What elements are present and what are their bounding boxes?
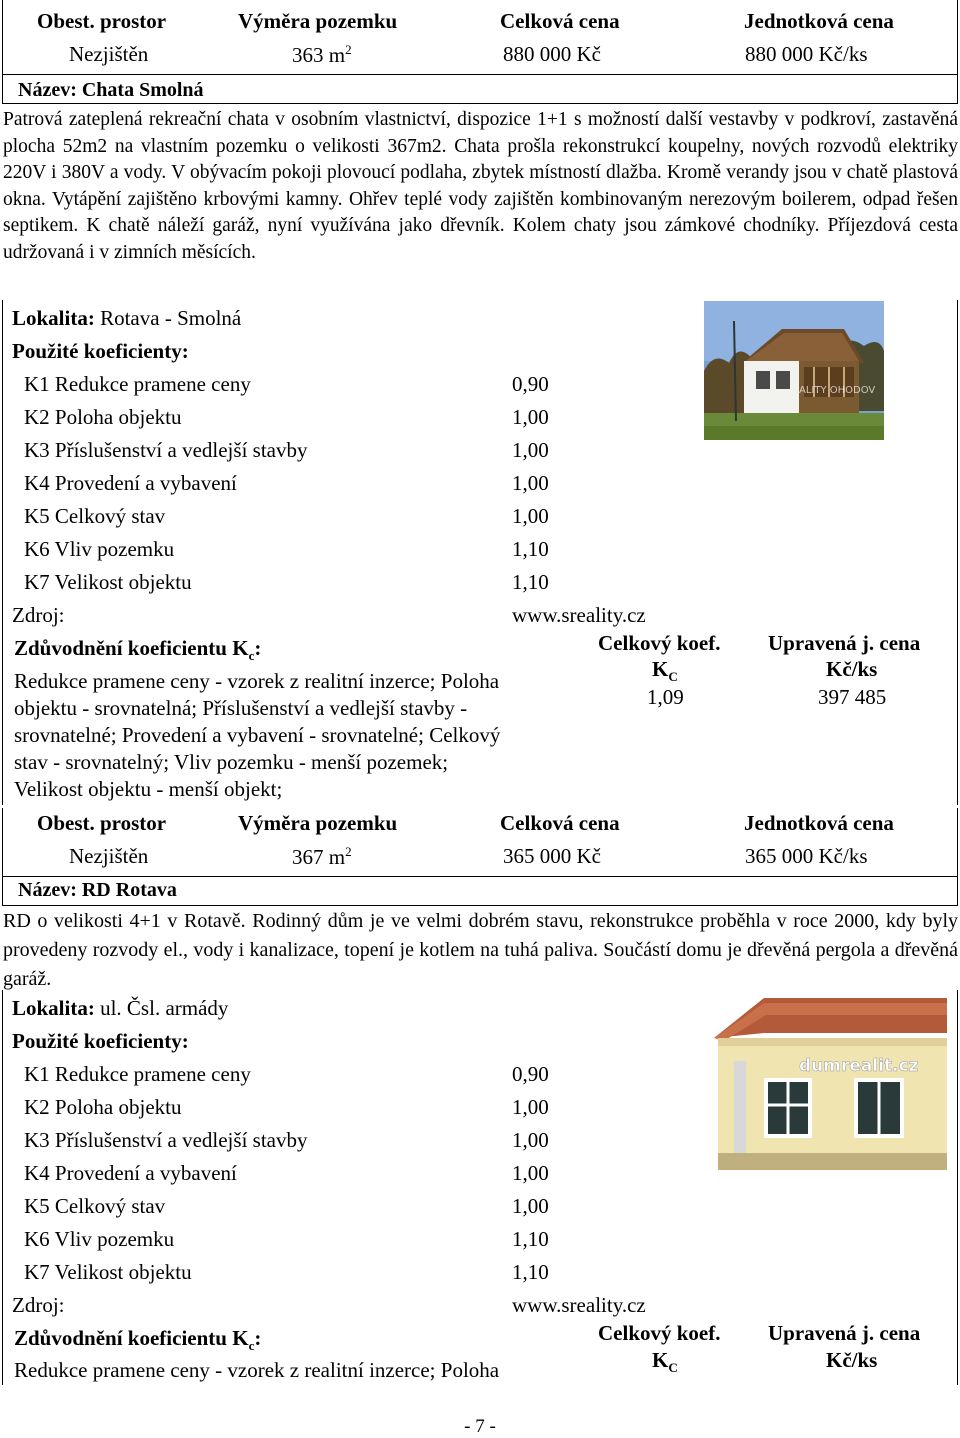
col-header-total-price: Celková cena bbox=[500, 9, 620, 33]
coef-title: Použité koeficienty: bbox=[12, 339, 189, 363]
cell-land-value: 363 m bbox=[292, 43, 346, 67]
col-header-land: Výměra pozemku bbox=[238, 9, 398, 33]
coef-value: 1,10 bbox=[512, 537, 549, 561]
listing-title-2: Název: RD Rotava bbox=[18, 879, 177, 901]
chalet-photo-watermark: ALITY OHODOV bbox=[799, 385, 876, 396]
coef-label: K4 Provedení a vybavení bbox=[24, 471, 237, 495]
coef-label: K2 Poloha objektu bbox=[24, 1095, 182, 1119]
cell-unit-price-2: 365 000 Kč/ks bbox=[745, 844, 868, 868]
justification-line: Redukce pramene ceny - vzorek z realitní inzerce; Poloha bbox=[14, 669, 500, 693]
chalet-photo-drawing bbox=[704, 301, 884, 440]
col-header-land-2: Výměra pozemku bbox=[238, 811, 398, 835]
adj-price-unit-2: Kč/ks bbox=[826, 1348, 878, 1372]
justification-title-text: Zdůvodnění koeficientu K bbox=[14, 636, 249, 660]
coef-value: 0,90 bbox=[512, 1062, 549, 1086]
locality-2 bbox=[12, 996, 228, 1021]
chalet-photo bbox=[704, 301, 884, 440]
source-value: www.sreality.cz bbox=[512, 603, 646, 627]
frame-right-line bbox=[957, 0, 958, 103]
locality-value-2: ul. Čsl. armády bbox=[94, 996, 229, 1020]
title-divider-2 bbox=[2, 905, 958, 906]
cell-land-2 bbox=[292, 844, 352, 870]
frame-left-line-3 bbox=[2, 808, 3, 906]
frame-right-line-3 bbox=[957, 808, 958, 906]
coef-label: K3 Příslušenství a vedlejší stavby bbox=[24, 438, 308, 462]
total-coef-k-text-2: K bbox=[652, 1348, 669, 1372]
justification-line: Velikost objektu - menší objekt; bbox=[14, 777, 283, 801]
total-coef-label-2: Celkový koef. bbox=[598, 1321, 721, 1345]
justification-line-2: Redukce pramene ceny - vzorek z realitní inzerce; Poloha bbox=[14, 1358, 500, 1382]
house-photo-drawing bbox=[704, 993, 947, 1170]
frame-left-line-2 bbox=[2, 300, 3, 805]
coef-value: 1,10 bbox=[512, 570, 549, 594]
listing-description: Patrová zateplená rekreační chata v osobním vlastnictví, dispozice 1+1 s možností další vestavby v podkroví, zastavěná plocha 52m2 na vlastním pozemku o velikosti 367m2. Chata prošla rekonstrukcí koupelny, nových rozvodů elektriky 220V i 380V a vody. V obývacím pokoji plovoucí podlaha, zbytek místností dlažba. Kromě verandy jsou v chatě plastová okna. Vytápění zajištěno krbovými kamny. Ohřev teplé vody zajištěn kombinovaným nerezovým boilerem, odpad řešen septikem. K chatě náleží garáž, nyní využívána jako dřevník. Kolem chaty jsou zámkové chodníky. Příjezdová cesta udržovaná i v zimních měsících. bbox=[3, 109, 958, 263]
coef-value: 0,90 bbox=[512, 372, 549, 396]
coef-value: 1,00 bbox=[512, 1161, 549, 1185]
cell-land-value-2: 367 m bbox=[292, 845, 346, 869]
table-divider bbox=[2, 74, 958, 75]
frame-right-line-2 bbox=[957, 300, 958, 805]
locality-value: Rotava - Smolná bbox=[94, 306, 242, 330]
coef-value: 1,10 bbox=[512, 1227, 549, 1251]
house-photo bbox=[704, 993, 947, 1170]
justification-line: srovnatelné; Provedení a vybavení - srovnatelné; Celkový bbox=[14, 723, 501, 747]
justification-sub: c bbox=[248, 648, 255, 664]
justification-line: objektu - srovnatelná; Příslušenství a vedlejší stavby - bbox=[14, 696, 468, 720]
col-header-space: Obest. prostor bbox=[37, 9, 167, 33]
col-header-unit-price: Jednotková cena bbox=[744, 9, 894, 33]
coef-label: K5 Celkový stav bbox=[24, 1194, 166, 1218]
frame-left-line-4 bbox=[2, 990, 3, 1385]
total-coef-k bbox=[652, 657, 678, 685]
cell-total-price-2: 365 000 Kč bbox=[503, 844, 601, 868]
listing-description-2: RD o velikosti 4+1 v Rotavě. Rodinný dům je ve velmi dobrém stavu, rekonstrukce proběhla v roce 2000, kdy byly provedeny rozvody el., vody i kanalizace, topení je kotlem na tuhá paliva. Součástí domu je dřevěná pergola a dřevěná garáž. bbox=[3, 910, 958, 990]
locality-label: Lokalita: bbox=[12, 306, 95, 330]
cell-total-price: 880 000 Kč bbox=[503, 42, 601, 66]
cell-space-2: Nezjištěn bbox=[69, 844, 149, 868]
coef-label: K2 Poloha objektu bbox=[24, 405, 182, 429]
coef-label: K4 Provedení a vybavení bbox=[24, 1161, 237, 1185]
justification-sub-2: c bbox=[248, 1338, 255, 1354]
coef-label: K6 Vliv pozemku bbox=[24, 537, 175, 561]
cell-land bbox=[292, 42, 352, 68]
total-coef-k-2 bbox=[652, 1348, 678, 1376]
justification-title bbox=[14, 636, 261, 664]
coef-label: K7 Velikost objektu bbox=[24, 570, 192, 594]
justification-colon: : bbox=[254, 636, 262, 660]
adj-price-label: Upravená j. cena bbox=[768, 631, 921, 655]
col-header-total-price-2: Celková cena bbox=[500, 811, 620, 835]
justification-title-2 bbox=[14, 1326, 261, 1354]
locality-label-2: Lokalita: bbox=[12, 996, 95, 1020]
total-coef-k-text: K bbox=[652, 657, 669, 681]
coef-value: 1,10 bbox=[512, 1260, 549, 1284]
cell-land-sup: 2 bbox=[345, 42, 352, 57]
total-coef-label: Celkový koef. bbox=[598, 631, 721, 655]
table-divider-2 bbox=[2, 876, 958, 877]
coef-value: 1,00 bbox=[512, 438, 549, 462]
adj-price-value: 397 485 bbox=[818, 685, 887, 709]
coef-label: K6 Vliv pozemku bbox=[24, 1227, 175, 1251]
col-header-unit-price-2: Jednotková cena bbox=[744, 811, 894, 835]
cell-space: Nezjištěn bbox=[69, 42, 149, 66]
frame-left-line bbox=[2, 0, 3, 103]
cell-unit-price: 880 000 Kč/ks bbox=[745, 42, 868, 66]
frame-right-line-4 bbox=[957, 990, 958, 1385]
total-coef-value: 1,09 bbox=[647, 685, 684, 709]
locality bbox=[12, 306, 241, 331]
coef-label: K3 Příslušenství a vedlejší stavby bbox=[24, 1128, 308, 1152]
coef-label: K1 Redukce pramene ceny bbox=[24, 372, 251, 396]
coef-label: K5 Celkový stav bbox=[24, 504, 166, 528]
listing-title: Název: Chata Smolná bbox=[18, 79, 204, 101]
coef-value: 1,00 bbox=[512, 504, 549, 528]
coef-title-2: Použité koeficienty: bbox=[12, 1029, 189, 1053]
coef-value: 1,00 bbox=[512, 1095, 549, 1119]
coef-label: K1 Redukce pramene ceny bbox=[24, 1062, 251, 1086]
source-label: Zdroj: bbox=[12, 603, 65, 627]
page-number: - 7 - bbox=[464, 1416, 496, 1437]
total-coef-k-sub-2: C bbox=[668, 1360, 678, 1376]
source-label-2: Zdroj: bbox=[12, 1293, 65, 1317]
coef-value: 1,00 bbox=[512, 405, 549, 429]
col-header-space-2: Obest. prostor bbox=[37, 811, 167, 835]
coef-value: 1,00 bbox=[512, 1128, 549, 1152]
justification-title-text-2: Zdůvodnění koeficientu K bbox=[14, 1326, 249, 1350]
total-coef-k-sub: C bbox=[668, 669, 678, 685]
justification-colon-2: : bbox=[254, 1326, 262, 1350]
justification-line: stav - srovnatelný; Vliv pozemku - menší pozemek; bbox=[14, 750, 449, 774]
source-value-2: www.sreality.cz bbox=[512, 1293, 646, 1317]
adj-price-unit: Kč/ks bbox=[826, 657, 878, 681]
coef-value: 1,00 bbox=[512, 471, 549, 495]
coef-value: 1,00 bbox=[512, 1194, 549, 1218]
title-divider bbox=[2, 103, 958, 104]
cell-land-sup-2: 2 bbox=[345, 844, 352, 859]
coef-label: K7 Velikost objektu bbox=[24, 1260, 192, 1284]
house-photo-watermark: dumrealit.cz bbox=[799, 1056, 919, 1076]
adj-price-label-2: Upravená j. cena bbox=[768, 1321, 921, 1345]
